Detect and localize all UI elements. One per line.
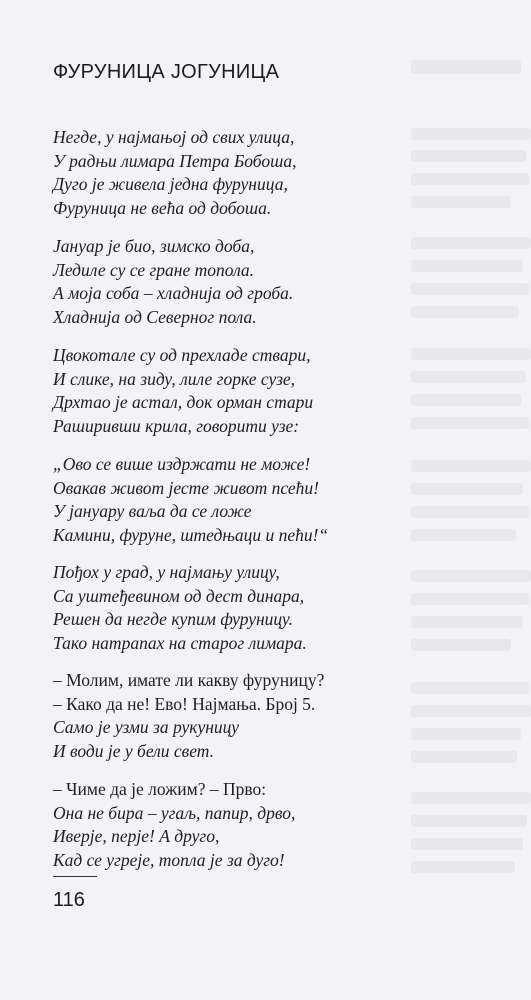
verse-line: Пођох у град, у најмању улицу, [53,562,280,582]
verse-line: Хладнија од Северног пола. [53,306,257,327]
verse-line: Камини, фуруне, штедњаци и пећи!“ [53,524,329,545]
verse-line: – Чиме да је ложим? – Прво: [53,779,267,799]
verse-line: Иверје, перје! А друго, [53,826,220,846]
verse-line: Тако натрапах на старог лимара. [53,632,307,653]
verse-line: Кад се угреје, топла је за дуго! [53,849,285,870]
verse-line: У јануару ваља да се ложе [53,501,252,521]
verse-line: У радњи лимара Петра Бобоша, [53,150,297,171]
stanza-1 [53,126,493,220]
verse-line: Са уштеђевином од дест динара, [53,585,305,606]
poem-title: ФУРУНИЦА ЈОГУНИЦА [53,61,280,83]
verse-line: Раширивши крила, говорити узе: [53,415,300,436]
stanza-3 [53,344,493,438]
verse-line: „Ово се више издржати не може! [53,454,311,474]
verse-line: Негде, у најмањој од свих улица, [53,127,295,147]
stanza-6 [53,669,493,763]
verse-line: – Како да не! Ево! Најмања. Број 5. [53,693,316,714]
verse-line: Јануар је био, зимско доба, [53,236,255,256]
verse-line: Фуруница не већа од добоша. [53,197,272,218]
verse-line: Дрхтао је астал, док орман стари [53,392,314,412]
verse-line: И слике, на зиду, лиле горке сузе, [53,368,296,389]
stanza-4 [53,453,493,547]
stanza-7 [53,778,493,872]
verse-line: – Молим, имате ли какву фуруницу? [53,670,325,690]
verse-line: А моја соба – хладнија од гроба. [53,283,294,303]
page-number: 116 [53,889,85,911]
verse-line: И води је у бели свет. [53,740,215,761]
verse-line: Она не бира – угаљ, папир, дрво, [53,802,296,823]
footer-rule [53,876,97,877]
verse-line: Ледиле су се гране топола. [53,259,255,280]
verse-line: Овакав живот јесте живот псећи! [53,477,319,498]
verse-line: Само је узми за рукуницу [53,717,239,737]
verse-line: Цвокотале су од прехладе ствари, [53,345,311,365]
stanza-2 [53,235,493,329]
stanza-5 [53,561,493,655]
verse-line: Дуго је живела једна фуруница, [53,174,288,194]
verse-line: Решен да негде купим фуруницу. [53,609,293,629]
